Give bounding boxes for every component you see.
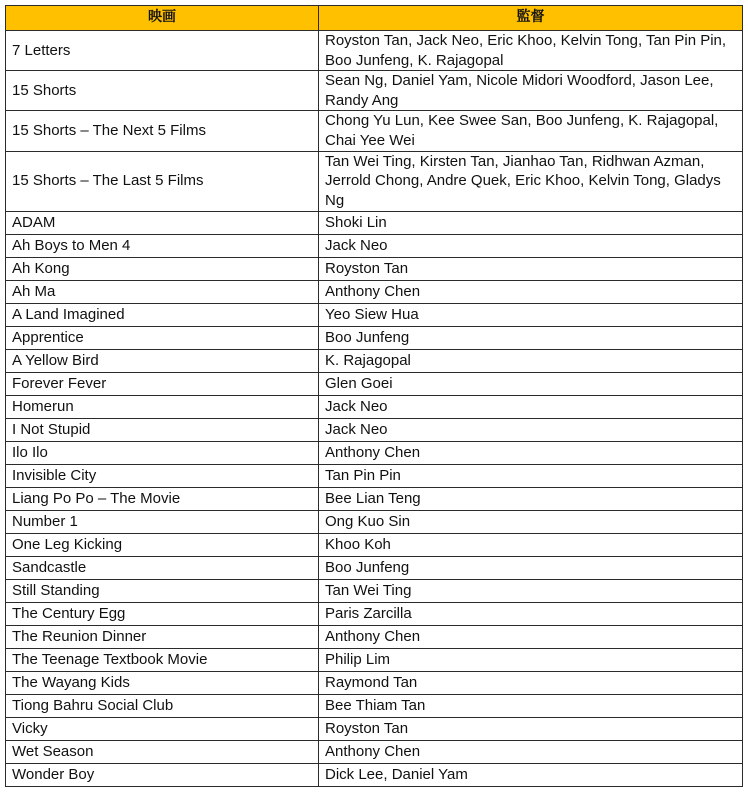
table-row — [6, 763, 743, 786]
film-title: Ah Boys to Men 4 — [6, 234, 319, 257]
film-director: Khoo Koh — [319, 533, 743, 556]
film-title: I Not Stupid — [6, 418, 319, 441]
table-row — [6, 464, 743, 487]
film-director: Jack Neo — [319, 234, 743, 257]
film-title: Sandcastle — [6, 556, 319, 579]
film-title: Invisible City — [6, 464, 319, 487]
film-title: Number 1 — [6, 510, 319, 533]
film-title: A Land Imagined — [6, 303, 319, 326]
film-director: Jack Neo — [319, 418, 743, 441]
table-row — [6, 441, 743, 464]
table-row — [6, 151, 743, 211]
film-director: Philip Lim — [319, 648, 743, 671]
table-row — [6, 602, 743, 625]
table-row — [6, 349, 743, 372]
table-row — [6, 303, 743, 326]
film-director: Ong Kuo Sin — [319, 510, 743, 533]
film-director-table — [5, 5, 743, 787]
table-row — [6, 395, 743, 418]
film-title: A Yellow Bird — [6, 349, 319, 372]
film-title: Apprentice — [6, 326, 319, 349]
film-title: 15 Shorts – The Last 5 Films — [6, 151, 319, 211]
table-row — [6, 111, 743, 151]
film-title: The Reunion Dinner — [6, 625, 319, 648]
table-row — [6, 326, 743, 349]
film-title: Tiong Bahru Social Club — [6, 694, 319, 717]
film-title: ADAM — [6, 211, 319, 234]
table-row — [6, 510, 743, 533]
film-director: Raymond Tan — [319, 671, 743, 694]
table-row — [6, 694, 743, 717]
film-title: 15 Shorts – The Next 5 Films — [6, 111, 319, 151]
film-director: Anthony Chen — [319, 441, 743, 464]
table-row — [6, 418, 743, 441]
film-director: K. Rajagopal — [319, 349, 743, 372]
film-director: Anthony Chen — [319, 625, 743, 648]
film-director: Royston Tan, Jack Neo, Eric Khoo, Kelvin Tong, Tan Pin Pin, Boo Junfeng, K. Rajagopal — [319, 31, 743, 71]
film-director: Anthony Chen — [319, 280, 743, 303]
header-director: 監督 — [319, 6, 743, 31]
film-director: Tan Wei Ting, Kirsten Tan, Jianhao Tan, Ridhwan Azman, Jerrold Chong, Andre Quek, Eric Khoo, Kelvin Tong, Gladys Ng — [319, 151, 743, 211]
film-director: Sean Ng, Daniel Yam, Nicole Midori Woodford, Jason Lee, Randy Ang — [319, 71, 743, 111]
film-director: Boo Junfeng — [319, 326, 743, 349]
table-row — [6, 625, 743, 648]
film-director: Shoki Lin — [319, 211, 743, 234]
film-director: Dick Lee, Daniel Yam — [319, 763, 743, 786]
film-title: Ah Ma — [6, 280, 319, 303]
film-title: One Leg Kicking — [6, 533, 319, 556]
film-title: Ah Kong — [6, 257, 319, 280]
film-director: Chong Yu Lun, Kee Swee San, Boo Junfeng, K. Rajagopal, Chai Yee Wei — [319, 111, 743, 151]
table-row — [6, 579, 743, 602]
film-director: Bee Lian Teng — [319, 487, 743, 510]
film-title: Liang Po Po – The Movie — [6, 487, 319, 510]
header-film: 映画 — [6, 6, 319, 31]
table-row — [6, 717, 743, 740]
film-director: Glen Goei — [319, 372, 743, 395]
film-title: Wonder Boy — [6, 763, 319, 786]
film-director: Tan Wei Ting — [319, 579, 743, 602]
film-title: Ilo Ilo — [6, 441, 319, 464]
table-row — [6, 71, 743, 111]
film-title: The Century Egg — [6, 602, 319, 625]
film-title: Wet Season — [6, 740, 319, 763]
film-title: Homerun — [6, 395, 319, 418]
film-title: The Teenage Textbook Movie — [6, 648, 319, 671]
film-title: Vicky — [6, 717, 319, 740]
table-row — [6, 556, 743, 579]
table-row — [6, 487, 743, 510]
film-title: 15 Shorts — [6, 71, 319, 111]
film-director: Tan Pin Pin — [319, 464, 743, 487]
table-row — [6, 234, 743, 257]
table-row — [6, 372, 743, 395]
table-row — [6, 648, 743, 671]
table-row — [6, 211, 743, 234]
film-director: Royston Tan — [319, 717, 743, 740]
film-director: Jack Neo — [319, 395, 743, 418]
film-title: Still Standing — [6, 579, 319, 602]
film-director: Royston Tan — [319, 257, 743, 280]
film-title: Forever Fever — [6, 372, 319, 395]
table-row — [6, 533, 743, 556]
film-director: Anthony Chen — [319, 740, 743, 763]
film-director: Paris Zarcilla — [319, 602, 743, 625]
film-director: Bee Thiam Tan — [319, 694, 743, 717]
table-row — [6, 740, 743, 763]
film-title: The Wayang Kids — [6, 671, 319, 694]
table-row — [6, 671, 743, 694]
film-director: Boo Junfeng — [319, 556, 743, 579]
table-row — [6, 257, 743, 280]
table-row — [6, 280, 743, 303]
film-title: 7 Letters — [6, 31, 319, 71]
header-row — [6, 6, 743, 31]
table-row — [6, 31, 743, 71]
film-director: Yeo Siew Hua — [319, 303, 743, 326]
